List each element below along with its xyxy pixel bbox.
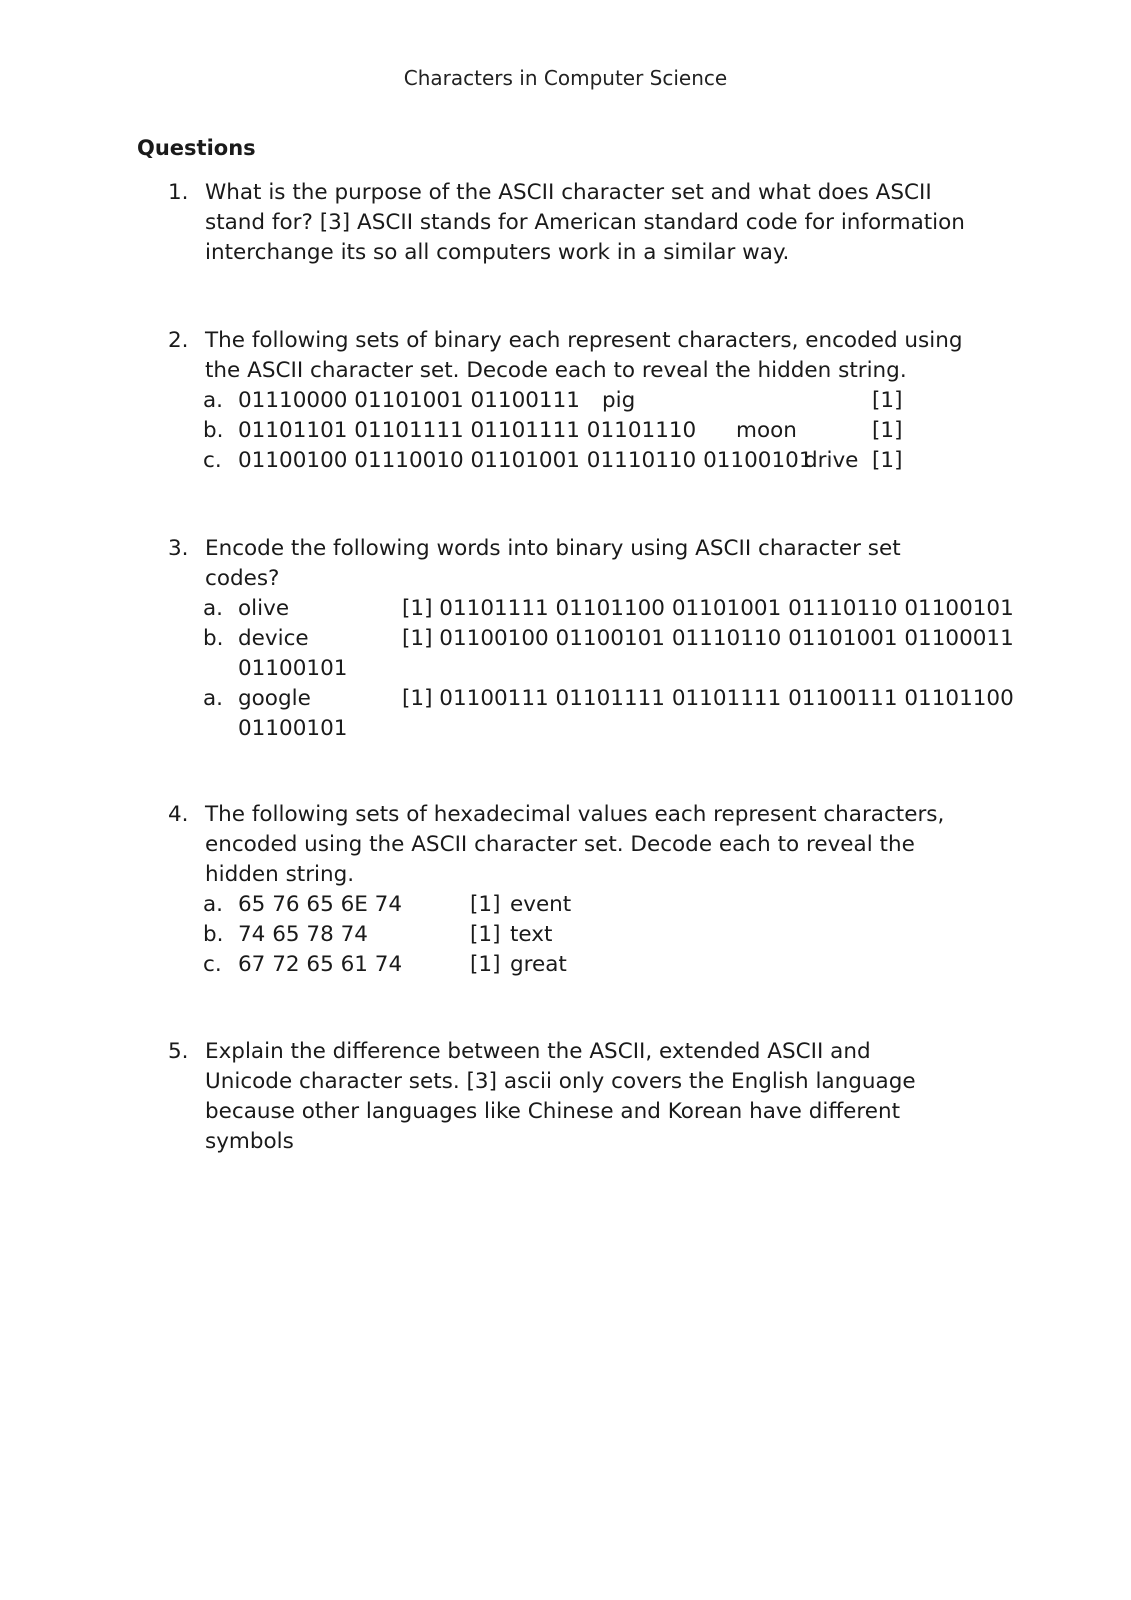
section-title: Questions — [137, 136, 256, 160]
page-header-title: Characters in Computer Science — [403, 66, 728, 90]
item-letter: c. — [203, 952, 222, 977]
marks: [1] — [470, 922, 501, 947]
question-1 — [168, 178, 998, 268]
question-number: 3. — [168, 536, 189, 561]
question-3 — [168, 534, 1014, 744]
question-5 — [168, 1037, 998, 1157]
marks: [1] — [470, 892, 501, 917]
list-item — [168, 950, 998, 980]
question-line: codes? — [205, 566, 280, 591]
marks: [1] — [872, 448, 903, 473]
question-4 — [168, 800, 998, 980]
decoded-answer: pig — [602, 388, 636, 413]
item-letter: b. — [203, 418, 224, 443]
question-line: because other languages like Chinese and Korean have different — [205, 1099, 901, 1124]
encoded-answer: [1] 01101111 01101100 01101001 01110110 01100101 — [402, 596, 1014, 621]
decoded-answer: great — [510, 952, 567, 977]
binary-code: 01100100 01110010 01101001 01110110 01100101 — [238, 448, 813, 473]
hex-code: 65 76 65 6E 74 — [238, 892, 403, 917]
encoded-answer: [1] 01100111 01101111 01101111 01100111 01101100 — [402, 686, 1014, 711]
item-letter: a. — [203, 892, 224, 917]
item-letter: b. — [203, 922, 224, 947]
question-line: The following sets of hexadecimal values each represent characters, — [205, 802, 945, 827]
question-2 — [168, 326, 998, 476]
decoded-answer: moon — [736, 418, 797, 443]
encoded-answer-continued: 01100101 — [238, 656, 348, 681]
item-letter: b. — [203, 626, 224, 651]
question-line: encoded using the ASCII character set. Decode each to reveal the — [205, 832, 915, 857]
item-letter: a. — [203, 596, 224, 621]
question-number: 1. — [168, 180, 189, 205]
list-item — [168, 890, 998, 920]
item-letter: c. — [203, 448, 222, 473]
question-line: The following sets of binary each represent characters, encoded using — [205, 328, 963, 353]
list-item — [168, 416, 998, 446]
decoded-answer: event — [510, 892, 572, 917]
list-item — [168, 446, 998, 476]
question-line: symbols — [205, 1129, 294, 1154]
question-number: 5. — [168, 1039, 189, 1064]
word: google — [238, 686, 311, 711]
list-item — [168, 684, 1014, 714]
question-line: hidden string. — [205, 862, 355, 887]
decoded-answer: drive — [804, 448, 859, 473]
item-letter: a. — [203, 388, 224, 413]
encoded-answer-continued: 01100101 — [238, 716, 348, 741]
list-item — [168, 624, 1014, 654]
binary-code: 01101101 01101111 01101111 01101110 — [238, 418, 697, 443]
word: olive — [238, 596, 290, 621]
question-line: stand for? [3] ASCII stands for American standard code for information — [205, 210, 965, 235]
hex-code: 74 65 78 74 — [238, 922, 368, 947]
marks: [1] — [872, 388, 903, 413]
question-number: 2. — [168, 328, 189, 353]
list-item — [168, 594, 1014, 624]
binary-code: 01110000 01101001 01100111 — [238, 388, 580, 413]
encoded-answer: [1] 01100100 01100101 01110110 01101001 01100011 — [402, 626, 1014, 651]
question-line: the ASCII character set. Decode each to reveal the hidden string. — [205, 358, 907, 383]
list-item — [168, 386, 998, 416]
marks: [1] — [470, 952, 501, 977]
list-item — [168, 920, 998, 950]
question-line: What is the purpose of the ASCII character set and what does ASCII — [205, 180, 932, 205]
question-line: Explain the difference between the ASCII, extended ASCII and — [205, 1039, 871, 1064]
question-number: 4. — [168, 802, 189, 827]
hex-code: 67 72 65 61 74 — [238, 952, 403, 977]
question-line: interchange its so all computers work in a similar way. — [205, 240, 790, 265]
question-line: Unicode character sets. [3] ascii only covers the English language — [205, 1069, 916, 1094]
question-line: Encode the following words into binary using ASCII character set — [205, 536, 901, 561]
decoded-answer: text — [510, 922, 553, 947]
item-letter: a. — [203, 686, 224, 711]
marks: [1] — [872, 418, 903, 443]
word: device — [238, 626, 309, 651]
